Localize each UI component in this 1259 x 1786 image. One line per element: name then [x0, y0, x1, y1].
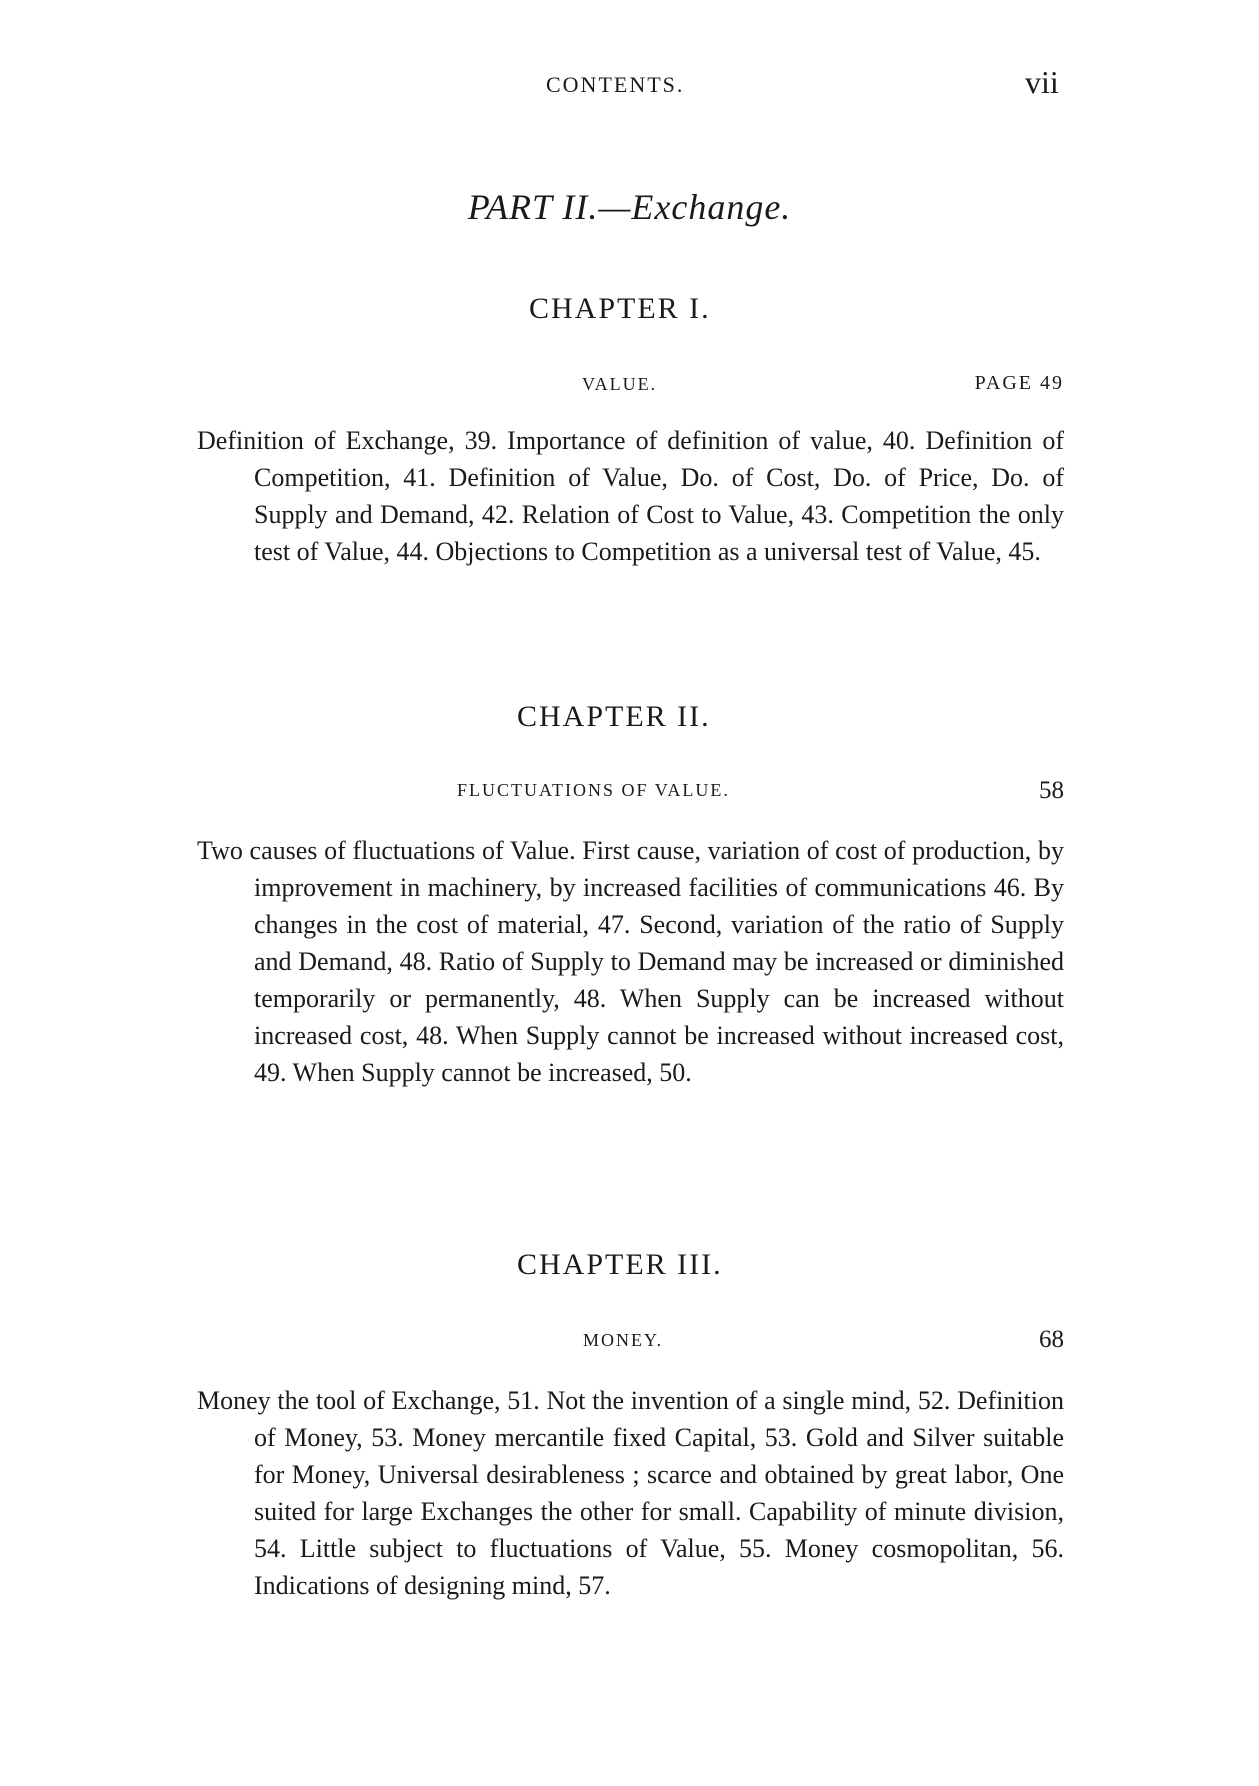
- part-title: PART II.—Exchange.: [467, 187, 792, 227]
- chapter-3-page-ref: 68: [1039, 1326, 1064, 1353]
- running-header-title: CONTENTS.: [546, 72, 685, 97]
- chapter-2-heading: CHAPTER II.: [517, 700, 711, 733]
- chapter-1-heading: CHAPTER I.: [529, 292, 711, 325]
- chapter-3-heading: CHAPTER III.: [517, 1248, 723, 1281]
- chapter-3-summary: Money the tool of Exchange, 51. Not the invention of a single mind, 52. Definition of Money, 53. Money mercantile fixed Capital, 53. Gold and Silver suitable for Money, Universal desirableness ; scarce and obtained by great labor, One suited for large Exchanges the other for small. Capability of minute division, 54. Little subject to fluctuations of Value, 55. Money cosmopolitan, 56. Indications of designing mind, 57.: [197, 1386, 1064, 1600]
- chapter-1-summary: Definition of Exchange, 39. Importance of definition of value, 40. Definition of Competition, 41. Definition of Value, Do. of Cost, Do. of Price, Do. of Supply and Demand, 42. Relation of Cost to Value, 43. Competition the only test of Value, 44. Objections to Competition as a universal test of Value, 45.: [197, 426, 1064, 566]
- chapter-1-page-ref: PAGE 49: [974, 372, 1064, 394]
- chapter-2-subject: FLUCTUATIONS OF VALUE.: [457, 780, 730, 800]
- chapter-3-subject: MONEY.: [583, 1330, 664, 1350]
- chapter-1-subject: VALUE.: [582, 374, 658, 394]
- chapter-2-page-ref: 58: [1039, 777, 1064, 804]
- page-number: vii: [1025, 64, 1059, 100]
- chapter-2-summary: Two causes of fluctuations of Value. First cause, variation of cost of production, by improvement in machinery, by increased facilities of communications 46. By changes in the cost of material, 47. Second, variation of the ratio of Supply and Demand, 48. Ratio of Supply to Demand may be increased or diminished temporarily or permanently, 48. When Supply can be increased without increased cost, 48. When Supply cannot be increased without increased cost, 49. When Supply cannot be increased, 50.: [197, 836, 1064, 1087]
